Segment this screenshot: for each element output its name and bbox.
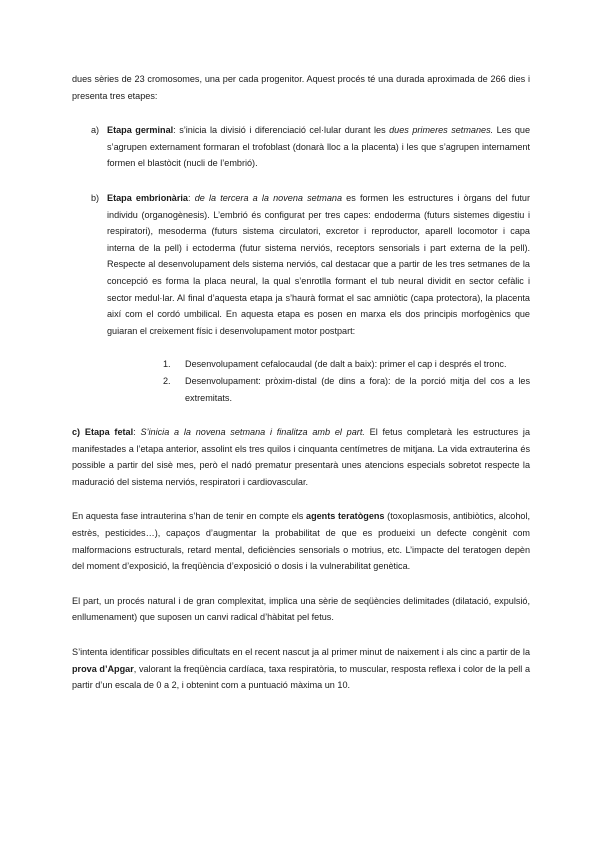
teratogens-paragraph: En aquesta fase intrauterina s’han de tenir en compte els agents teratògens (toxoplasmosis, antibiòtics, alcohol, estrès, pesticides…), capaços d’augmentar la probabilitat de que es produeixi un defecte congènit com malformacions estructurals, retard mental, deficiències sensorials o motrius, etc. L’impacte del teratogen depèn del moment d’exposició, la freqüència d’exposició o dosis i la vulnerabilitat genètica.	[72, 511, 531, 572]
stage-marker: a)	[91, 125, 100, 136]
stage-germinal-text: Etapa germinal: s’inicia la divisió i diferenciació cel·lular durant les dues primeres setmanes. Les que s’agrupen externament formaran el trofoblast (donarà lloc a la placenta) i les que s’agrupen internament formen el blastòcit (nucli de l’embrió).	[107, 125, 530, 169]
apgar-paragraph: S’intenta identificar possibles dificultats en el recent nascut ja al primer minut de naixement i als cinc a partir de la prova d’Apgar, valorant la freqüència cardíaca, taxa respiratòria, to muscular, resposta reflexa i color de la pell a partir d’un escala de 0 a 2, i obtenint com a puntuació màxima un 10.	[72, 647, 531, 691]
birth-paragraph: El part, un procés natural i de gran complexitat, implica una sèrie de seqüències delimitades (dilatació, expulsió, enllumenament) que suposen un canvi radical d’hàbitat pel fetus.	[72, 595, 530, 623]
stage-fetal-text: c) Etapa fetal: S’inicia a la novena setmana i finalitza amb el part. El fetus completarà les estructures ja manifestades a l’etapa anterior, assolint els tres quilos i cinquanta centímetres de mitjana. La vida extrauterina és possible a partir del sisè mes, però el nadó prematur presentarà unes atencions especials sobretot respecte la maduració del sistema nerviós, respiratori i cardiovascular.	[72, 427, 531, 487]
document-page	[72, 71, 530, 694]
stage-title: Etapa embrionària	[107, 192, 188, 203]
principles-list	[107, 356, 530, 406]
stage-marker: c)	[72, 427, 81, 438]
apgar-term: prova d’Apgar	[72, 663, 134, 674]
intro-paragraph: dues sèries de 23 cromosomes, una per cada progenitor. Aquest procés té una durada aproximada de 266 dies i presenta tres etapes:	[72, 74, 530, 101]
stage-germinal	[72, 122, 530, 172]
stage-title: Etapa fetal	[84, 427, 134, 438]
list-item: 1. Desenvolupament cefalocaudal (de dalt a baix): primer el cap i després el tronc.	[163, 359, 507, 370]
stage-marker: b)	[91, 192, 100, 203]
teratogens-term: agents teratògens	[306, 511, 385, 522]
stage-title: Etapa germinal	[107, 125, 174, 136]
stage-embrionaria	[72, 190, 530, 406]
list-item: 2. Desenvolupament: pròxim-distal (de dins a fora): de la porció mitja del cos a les extremitats.	[163, 375, 530, 403]
stage-embrionaria-text: Etapa embrionària: de la tercera a la novena setmana es formen les estructures i òrgans del futur individu (organogènesis). L’embrió és configurat per tres capes: endoderma (futurs sistemes digestiu i respiratori), mesoderma (futurs sistema circulatori, excretor i reproductor, aparell locomotor i capa interna de la pell) i ectoderma (futur sistema nerviós, receptors sensorials i part externa de la pell). Respecte al desenvolupament dels sistema nerviós, cal destacar que a partir de les tres setmanes de la concepció es forma la placa neural, la qual s’enrotlla formant el tub neural dividit en sector cefàlic i sector medul·lar. Al final d’aquesta etapa ja s’haurà format el sac amniòtic (capa protectora), la placenta així com el cordó umbilical. En aquesta etapa es posen en marxa els dos principis morfogènics que guiaran el creixement físic i desenvolupament motor postpart:	[107, 192, 530, 336]
